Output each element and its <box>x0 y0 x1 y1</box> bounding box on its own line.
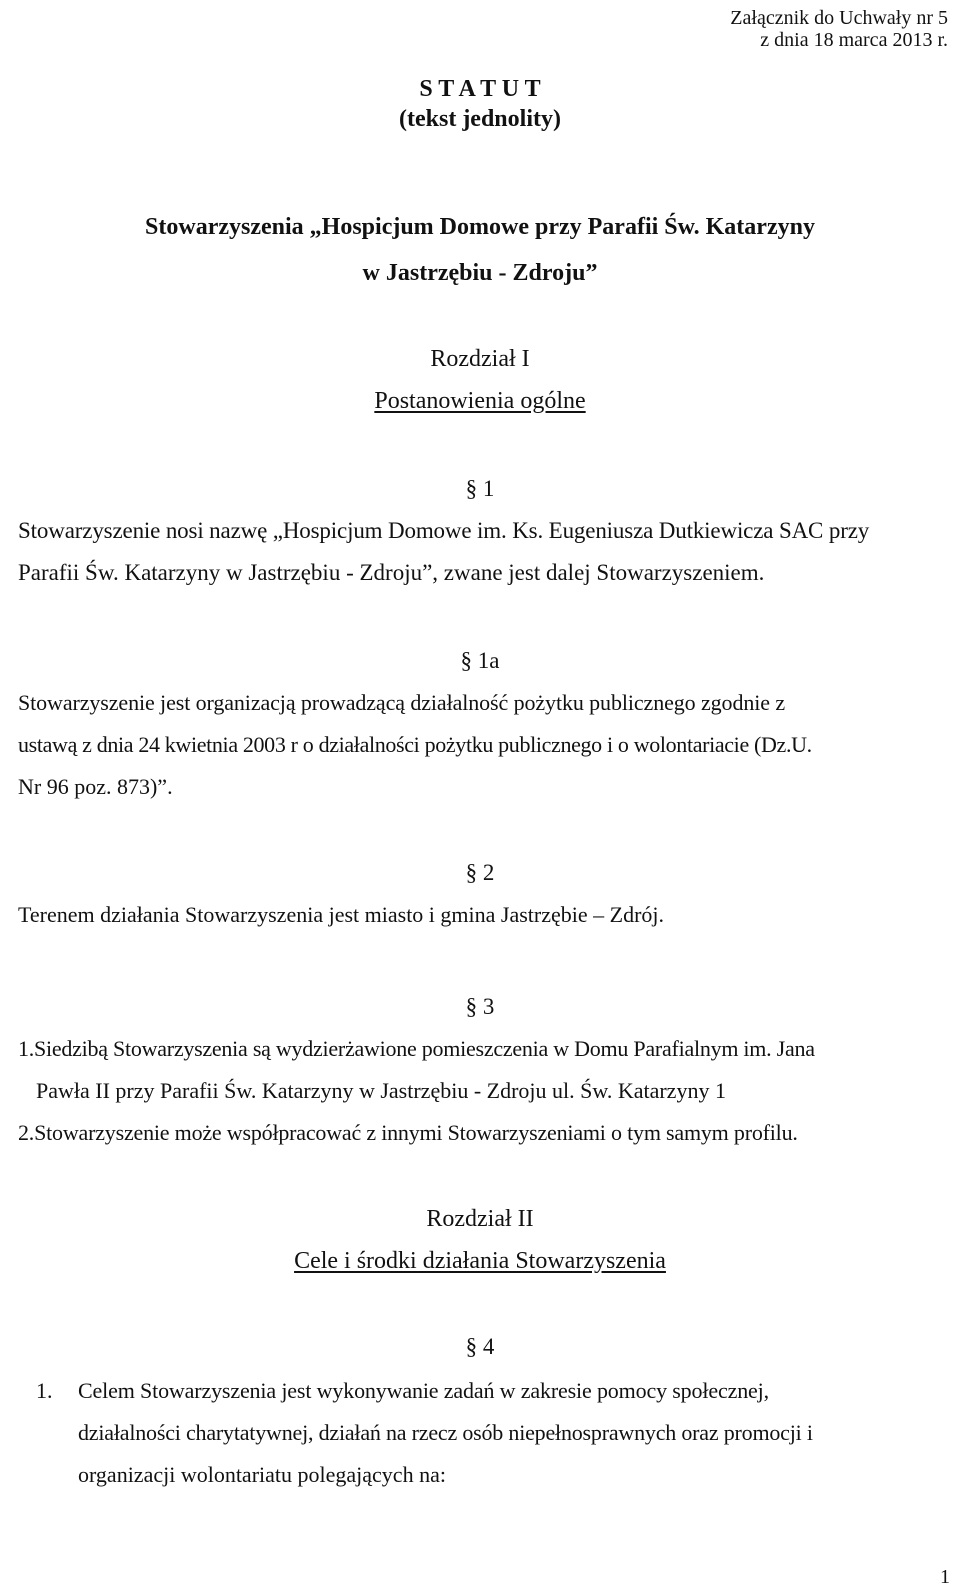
paragraph-1a-sign: § 1a <box>460 648 500 673</box>
paragraph-2-line-1: Terenem działania Stowarzyszenia jest miasto i gmina Jastrzębie – Zdrój. <box>18 902 665 927</box>
paragraph-4-item-1-line-2: działalności charytatywnej, działań na rzecz osób niepełnosprawnych oraz promocji i <box>78 1420 813 1445</box>
paragraph-2-sign: § 2 <box>465 860 495 885</box>
paragraph-3-item-2: 2.Stowarzyszenie może współpracować z innymi Stowarzyszeniami o tym samym profilu. <box>18 1120 798 1145</box>
chapter-2-subtitle: Cele i środki działania Stowarzyszenia <box>294 1248 666 1274</box>
annex-line-1: Załącznik do Uchwały nr 5 <box>730 7 948 29</box>
paragraph-1a-line-1: Stowarzyszenie jest organizacją prowadzącą działalność pożytku publicznego zgodnie z <box>18 690 785 715</box>
paragraph-4-item-1-line-3: organizacji wolontariatu polegających na: <box>78 1462 446 1487</box>
chapter-2-heading: Rozdział II <box>426 1206 534 1232</box>
statute-subtitle: (tekst jednolity) <box>399 106 561 132</box>
paragraph-4-item-1-line-1: Celem Stowarzyszenia jest wykonywanie zadań w zakresie pomocy społecznej, <box>78 1378 769 1403</box>
statute-title: S T A T U T <box>419 76 541 102</box>
annex-line-2: z dnia 18 marca 2013 r. <box>760 29 948 51</box>
paragraph-1a-line-2: ustawą z dnia 24 kwietnia 2003 r o działalności pożytku publicznego i o wolontariacie (Dz.U. <box>18 732 812 757</box>
association-name-line-1: Stowarzyszenia „Hospicjum Domowe przy Parafii Św. Katarzyny <box>145 214 815 240</box>
paragraph-3-item-1-line-1: 1.Siedzibą Stowarzyszenia są wydzierżawione pomieszczenia w Domu Parafialnym im. Jana <box>18 1036 815 1061</box>
association-name-line-2: w Jastrzębiu - Zdroju” <box>362 260 598 286</box>
paragraph-4-sign: § 4 <box>465 1334 495 1359</box>
page-number: 1 <box>940 1566 950 1588</box>
paragraph-3-sign: § 3 <box>465 994 495 1019</box>
paragraph-1a-line-3: Nr 96 poz. 873)”. <box>18 774 173 799</box>
chapter-1-subtitle: Postanowienia ogólne <box>374 388 586 414</box>
paragraph-1-line-1: Stowarzyszenie nosi nazwę „Hospicjum Domowe im. Ks. Eugeniusza Dutkiewicza SAC przy <box>18 518 870 543</box>
paragraph-1-line-2: Parafii Św. Katarzyny w Jastrzębiu - Zdroju”, zwane jest dalej Stowarzyszeniem. <box>18 560 765 585</box>
paragraph-1-sign: § 1 <box>465 476 495 501</box>
paragraph-4-item-1-number: 1. <box>36 1378 53 1403</box>
paragraph-3-item-1-line-2: Pawła II przy Parafii Św. Katarzyny w Jastrzębiu - Zdroju ul. Św. Katarzyny 1 <box>36 1078 726 1103</box>
chapter-1-heading: Rozdział I <box>430 346 530 372</box>
